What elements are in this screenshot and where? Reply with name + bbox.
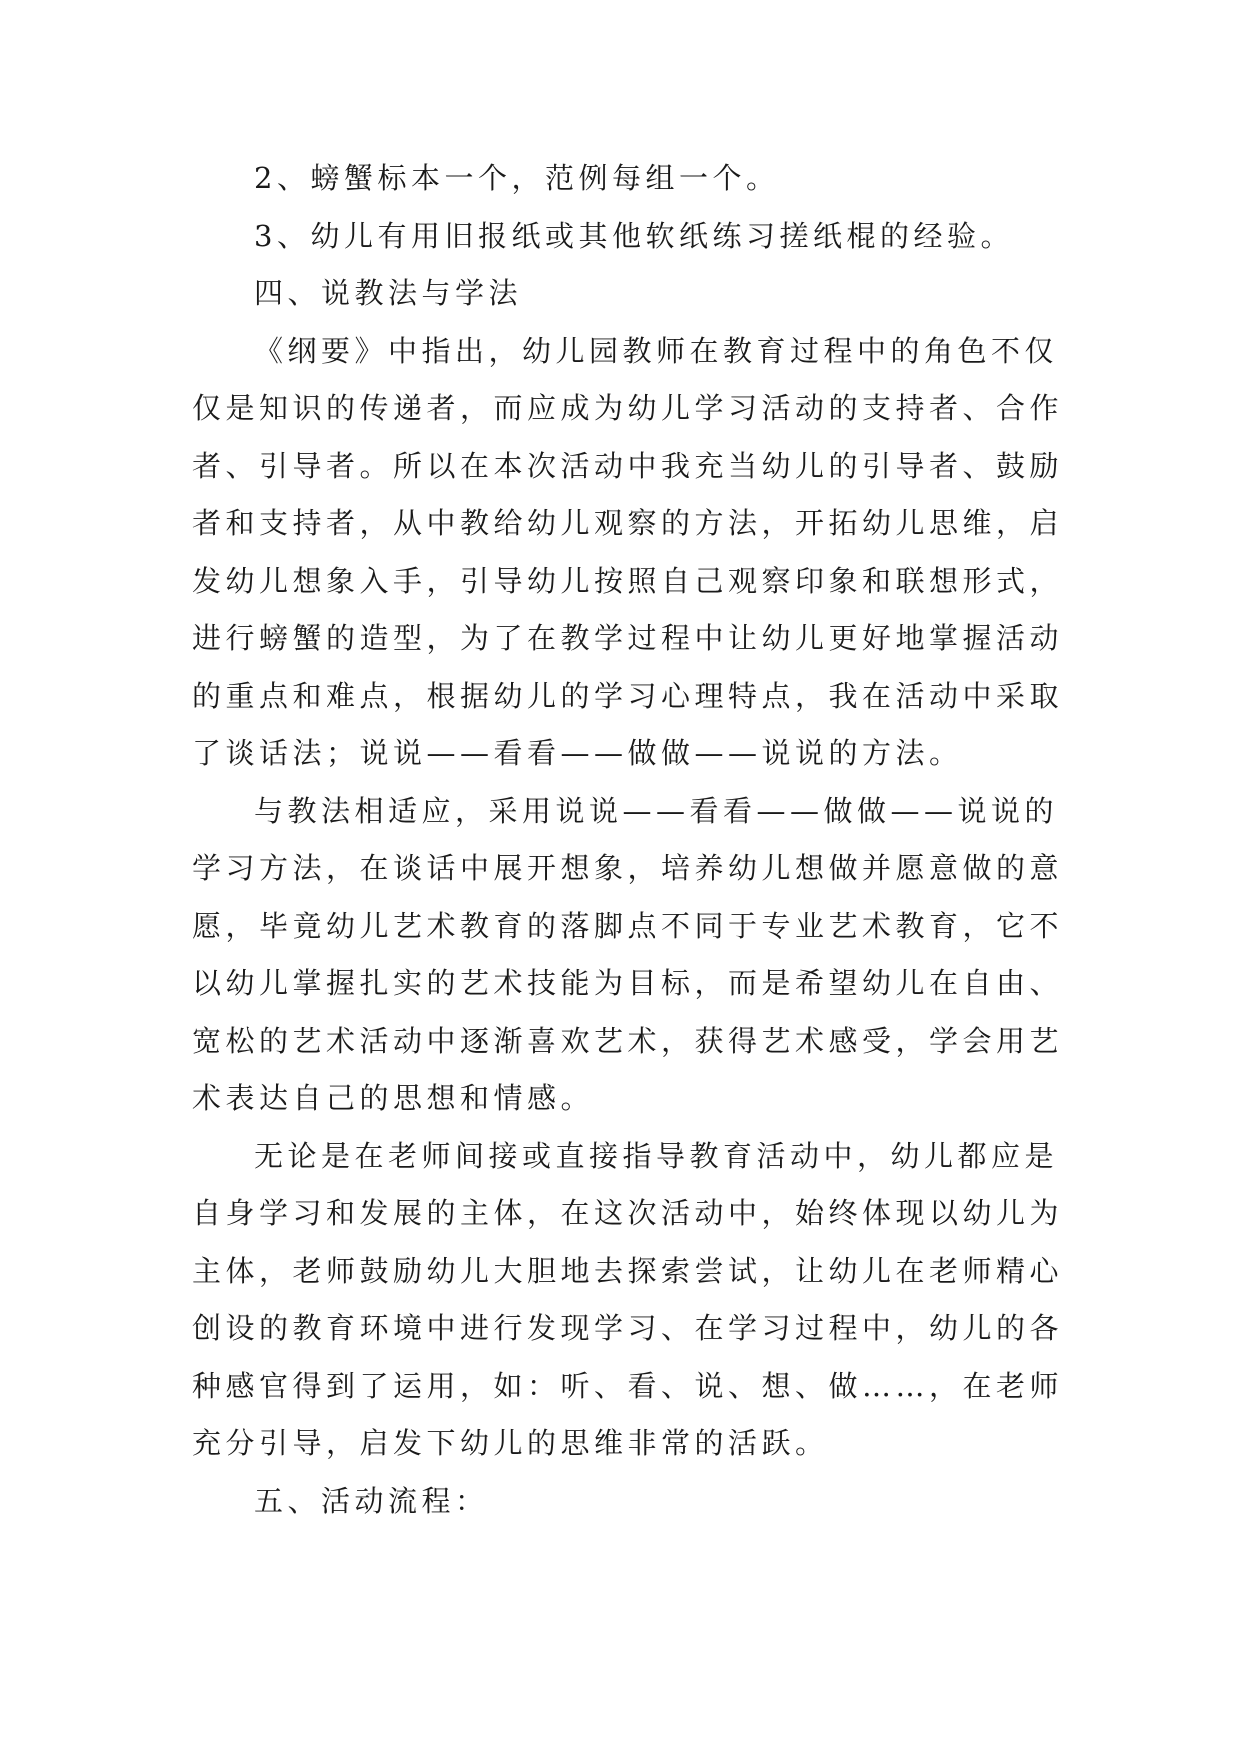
text-line: 《纲要》中指出，幼儿园教师在教育过程中的角色不仅 — [254, 333, 1059, 368]
text-line: 3、幼儿有用旧报纸或其他软纸练习搓纸棍的经验。 — [254, 218, 1014, 253]
text-line: 进行螃蟹的造型，为了在教学过程中让幼儿更好地掌握活动 — [192, 621, 1064, 655]
section-heading: 五、活动流程： — [254, 1483, 489, 1518]
text-line: 自身学习和发展的主体，在这次活动中，始终体现以幼儿为 — [192, 1196, 1064, 1230]
document-body — [192, 150, 1064, 1530]
text-line: 无论是在老师间接或直接指导教育活动中，幼儿都应是 — [254, 1138, 1059, 1173]
text-line: 种感官得到了运用，如：听、看、说、想、做……，在老师 — [192, 1368, 1064, 1403]
text-line: 主体，老师鼓励幼儿大胆地去探索尝试，让幼儿在老师精心 — [192, 1253, 1064, 1288]
text-line: 以幼儿掌握扎实的艺术技能为目标，而是希望幼儿在自由、 — [192, 966, 1064, 1000]
text-line: 者和支持者，从中教给幼儿观察的方法，开拓幼儿思维，启 — [192, 506, 1064, 540]
section-heading: 四、说教法与学法 — [254, 276, 523, 310]
text-line: 的重点和难点，根据幼儿的学习心理特点，我在活动中采取 — [192, 678, 1064, 713]
text-line: 学习方法，在谈话中展开想象，培养幼儿想做并愿意做的意 — [192, 851, 1064, 885]
text-line: 了谈话法；说说——看看——做做——说说的方法。 — [192, 736, 963, 770]
text-line: 与教法相适应，采用说说——看看——做做——说说的 — [254, 793, 1059, 828]
text-line: 者、引导者。所以在本次活动中我充当幼儿的引导者、鼓励 — [192, 448, 1064, 483]
text-line: 发幼儿想象入手，引导幼儿按照自己观察印象和联想形式， — [192, 563, 1064, 598]
text-line: 2、螃蟹标本一个，范例每组一个。 — [254, 161, 780, 195]
text-line: 术表达自己的思想和情感。 — [192, 1081, 595, 1115]
text-line: 仅是知识的传递者，而应成为幼儿学习活动的支持者、合作 — [192, 391, 1064, 425]
text-line: 创设的教育环境中进行发现学习、在学习过程中，幼儿的各 — [192, 1311, 1064, 1345]
text-line: 充分引导，启发下幼儿的思维非常的活跃。 — [192, 1426, 829, 1460]
text-line: 愿，毕竟幼儿艺术教育的落脚点不同于专业艺术教育，它不 — [192, 908, 1064, 943]
text-line: 宽松的艺术活动中逐渐喜欢艺术，获得艺术感受，学会用艺 — [192, 1023, 1064, 1058]
